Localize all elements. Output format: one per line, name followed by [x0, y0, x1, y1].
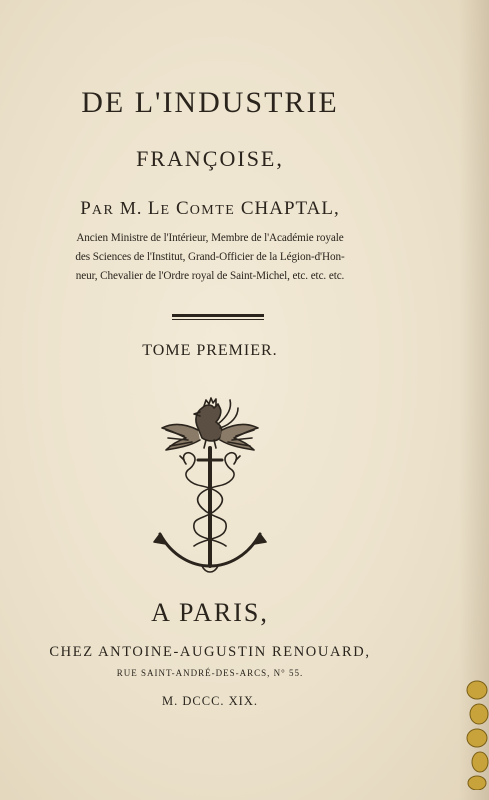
author-comte-rest: OMTE [189, 203, 236, 218]
author-le-initial: L [147, 198, 161, 219]
imprint-address: RUE SAINT-ANDRÉ-DES-ARCS, N° 55. [116, 668, 304, 678]
author-credit-line-1: Ancien Ministre de l'Intérieur, Membre de l'Académie royale [76, 232, 344, 244]
author-comte-initial: C [176, 198, 190, 219]
volume-label: TOME PREMIER. [142, 342, 278, 359]
author-surname: CHAPTAL, [240, 198, 340, 219]
imprint-city: A PARIS, [151, 598, 269, 627]
author-line [0, 198, 420, 220]
rooster-caduceus-anchor-icon [136, 390, 286, 580]
book-subtitle: FRANÇOISE, [136, 146, 284, 171]
author-prefix-rest: AR [91, 203, 115, 218]
author-credit-line-2: des Sciences de l'Institut, Grand-Officier de la Légion-d'Hon- [75, 251, 345, 263]
book-title: DE L'INDUSTRIE [81, 86, 339, 119]
author-credit-line-3: neur, Chevalier de l'Ordre royal de Saint-Michel, etc. etc. etc. [75, 270, 345, 282]
author-le-rest: E [160, 203, 171, 218]
author-prefix-initial: P [80, 198, 92, 219]
imprint-year: M. DCCC. XIX. [162, 694, 258, 708]
gilt-clasp-icon [455, 680, 489, 790]
imprint-publisher: CHEZ ANTOINE-AUGUSTIN RENOUARD, [49, 644, 371, 660]
divider-rule [172, 314, 264, 317]
author-name-part: M. [114, 198, 148, 218]
